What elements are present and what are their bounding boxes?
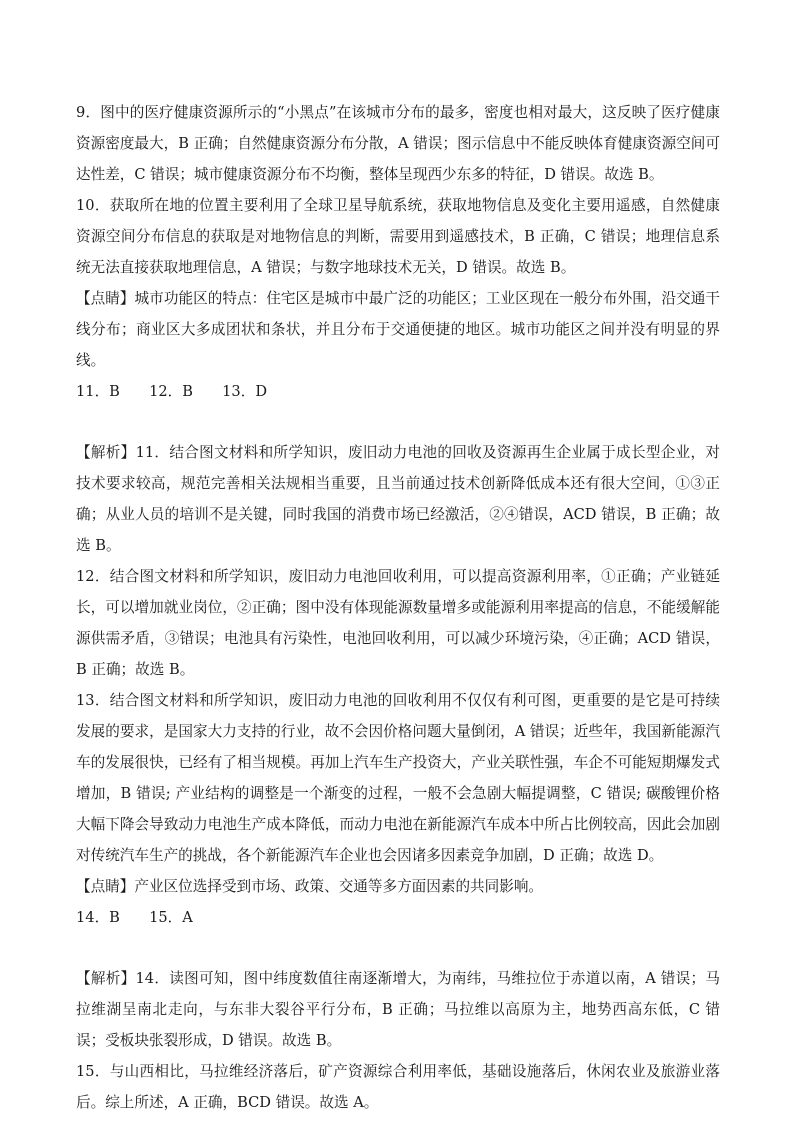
tip-industry-location: 【点睛】产业区位选择受到市场、政策、交通等多方面因素的共同影响。 (76, 878, 544, 895)
answer-explanations (76, 97, 720, 1118)
spacer (76, 933, 720, 963)
spacer (76, 407, 720, 437)
explanation-q13: 13．结合图文材料和所学知识，废旧动力电池的回收利用不仅仅有利可图，更重要的是它是可持续发展的要求，是国家大力支持的行业，故不会因价格问题大量倒闭，A 错误；近些年，我国新能源汽车的发展很快，已经有了相当规模。再加上汽车生产投资大，产业关联性强，车企不可能短期爆发式增加，B 错误; 产业结构的调整是一个渐变的过程，一般不会急剧大幅提调整，C 错误; 碳酸锂价格大幅下降会导致动力电池生产成本降低，而动力电池在新能源汽车成本中所占比例较高，因此会加剧对传统汽车生产的挑战，各个新能源汽车企业也会因诸多因素竞争加剧，D 正确；故选 D。 (76, 692, 720, 864)
answers-11-13: 11．B 12．B 13．D (76, 383, 268, 400)
explanation-q15: 15．与山西相比，马拉维经济落后，矿产资源综合利用率低，基础设施落后，休闲农业及旅游业落后。综上所述，A 正确，BCD 错误。故选 A。 (76, 1063, 720, 1111)
explanation-q12: 12．结合图文材料和所学知识，废旧动力电池回收利用，可以提高资源利用率，①正确；产业链延长，可以增加就业岗位，②正确；图中没有体现能源数量增多或能源利用率提高的信息，不能缓解能源供需矛盾，③错误；电池具有污染性，电池回收利用，可以减少环境污染，④正确；ACD 错误，B 正确；故选 B。 (76, 568, 720, 678)
answers-14-15: 14．B 15．A (76, 909, 193, 926)
explanation-q10: 10．获取所在地的位置主要利用了全球卫星导航系统，获取地物信息及变化主要用遥感，自然健康资源空间分布信息的获取是对地物信息的判断，需要用到遥感技术，B 正确，C 错误；地理信息系统无法直接获取地理信息，A 错误；与数字地球技术无关，D 错误。故选 B。 (76, 197, 720, 276)
explanation-q9: 9．图中的医疗健康资源所示的“小黑点”在该城市分布的最多，密度也相对最大，这反映了医疗健康资源密度最大，B 正确；自然健康资源分布分散，A 错误；图示信息中不能反映体育健康资源空间可达性差，C 错误；城市健康资源分布不均衡，整体呈现西少东多的特征，D 错误。故选 B。 (76, 104, 720, 183)
explanation-q14: 【解析】14．读图可知，图中纬度数值往南逐渐增大，为南纬，马维拉位于赤道以南，A 错误；马拉维湖呈南北走向，与东非大裂谷平行分布，B 正确；马拉维以高原为主，地势西高东低，C 错误；受板块张裂形成，D 错误。故选 B。 (76, 970, 720, 1049)
tip-urban-function-zones: 【点睛】城市功能区的特点：住宅区是城市中最广泛的功能区；工业区现在一般分布外围，沿交通干线分布；商业区大多成团状和条状，并且分布于交通便捷的地区。城市功能区之间并没有明显的界线。 (76, 290, 720, 369)
explanation-q11: 【解析】11．结合图文材料和所学知识，废旧动力电池的回收及资源再生企业属于成长型企业，对技术要求较高，规范完善相关法规相当重要，且当前通过技术创新降低成本还有很大空间，①③正确；从业人员的培训不是关键，同时我国的消费市场已经激活，②④错误，ACD 错误，B 正确；故选 B。 (76, 444, 720, 554)
